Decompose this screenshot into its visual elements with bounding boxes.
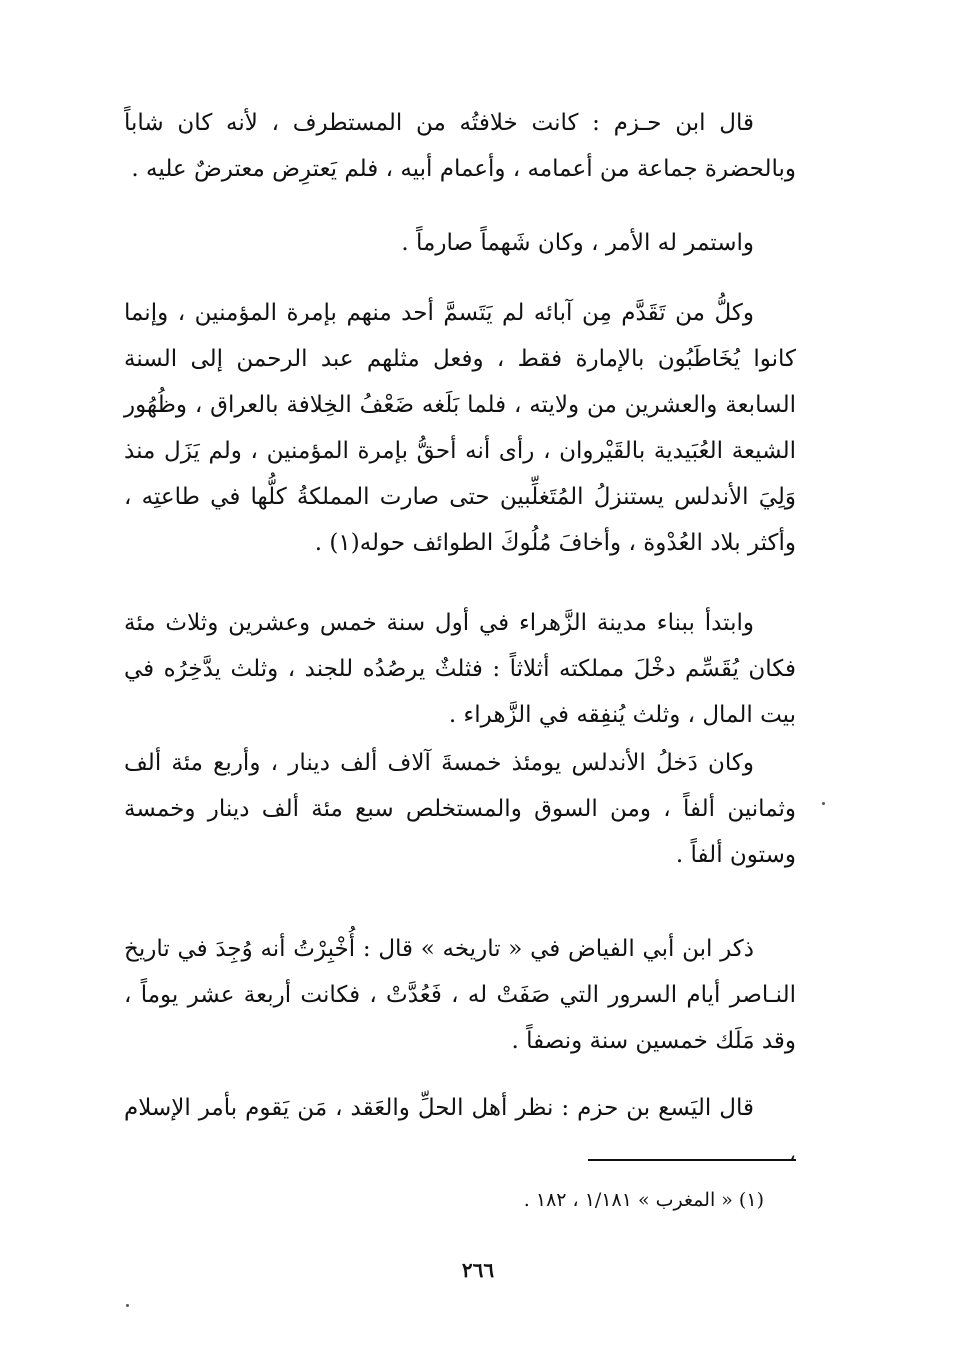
footnote: (١) « المغرب » ١/١٨١ ، ١٨٢ . bbox=[523, 1189, 764, 1211]
paragraph-3: وكلُّ من تَقَدَّم مِن آبائه لم يَتَسمَّ أحد منهم بإمرة المؤمنين ، وإنما كانوا يُخَاطَبُون بالإمارة فقط ، وفعل مثلهم عبد الرحمن إلى السنة السابعة والعشرين من ولايته ، فلما بَلَغه ضَعْفُ الخِلافة بالعراق ، وظُهُور الشيعة العُبَيدية بالقَيْروان ، رأى أنه أحقُّ بإمرة المؤمنين ، ولم يَزَل منذ وَلِيَ الأندلس يستنزلُ المُتَغلِّبين حتى صارت المملكةُ كلُّها في طاعتِه ، وأكثر بلاد العُدْوة ، وأخافَ مُلُوكَ الطوائف حوله(١) . bbox=[124, 300, 796, 556]
page-number: ٢٦٦ bbox=[461, 1258, 495, 1282]
scan-speck bbox=[126, 1304, 129, 1307]
paragraph-1: قال ابن حـزم : كانت خلافتُه من المستطرف ، لأنه كان شاباً وبالحضرة جماعة من أعمامه ، وأعمام أبيه ، فلم يَعترِض معترضٌ عليه . bbox=[124, 110, 796, 182]
footnote-divider bbox=[588, 1159, 796, 1161]
scan-speck bbox=[822, 802, 825, 805]
paragraph-7: قال اليَسع بن حزم : نظر أهل الحلِّ والعَقد ، مَن يَقوم بأمر الإسلام ، bbox=[124, 1095, 796, 1167]
paragraph-4: وابتدأ ببناء مدينة الزَّهراء في أول سنة خمس وعشرين وثلاث مئة فكان يُقَسِّم دخْلَ مملكته أثلاثاً : فثلثٌ يرصُدُه للجند ، وثلث يدَّخِرُه في بيت المال ، وثلث يُنفِقه في الزَّهراء . bbox=[124, 610, 796, 728]
paragraph-5: وكان دَخلُ الأندلس يومئذ خمسةَ آلاف ألف دينار ، وأربع مئة ألف وثمانين ألفاً ، ومن السوق والمستخلص سبع مئة ألف دينار وخمسة وستون ألفاً . bbox=[124, 750, 796, 868]
paragraph-6: ذكر ابن أبي الفياض في « تاريخه » قال : أُخْبِرْتُ أنه وُجِدَ في تاريخ النـاصر أيام السرور التي صَفَتْ له ، فَعُدَّتْ ، فكانت أربعة عشر يوماً ، وقد مَلَك خمسين سنة ونصفاً . bbox=[124, 936, 796, 1054]
paragraph-2: واستمر له الأمر ، وكان شَهماً صارماً . bbox=[401, 230, 754, 256]
